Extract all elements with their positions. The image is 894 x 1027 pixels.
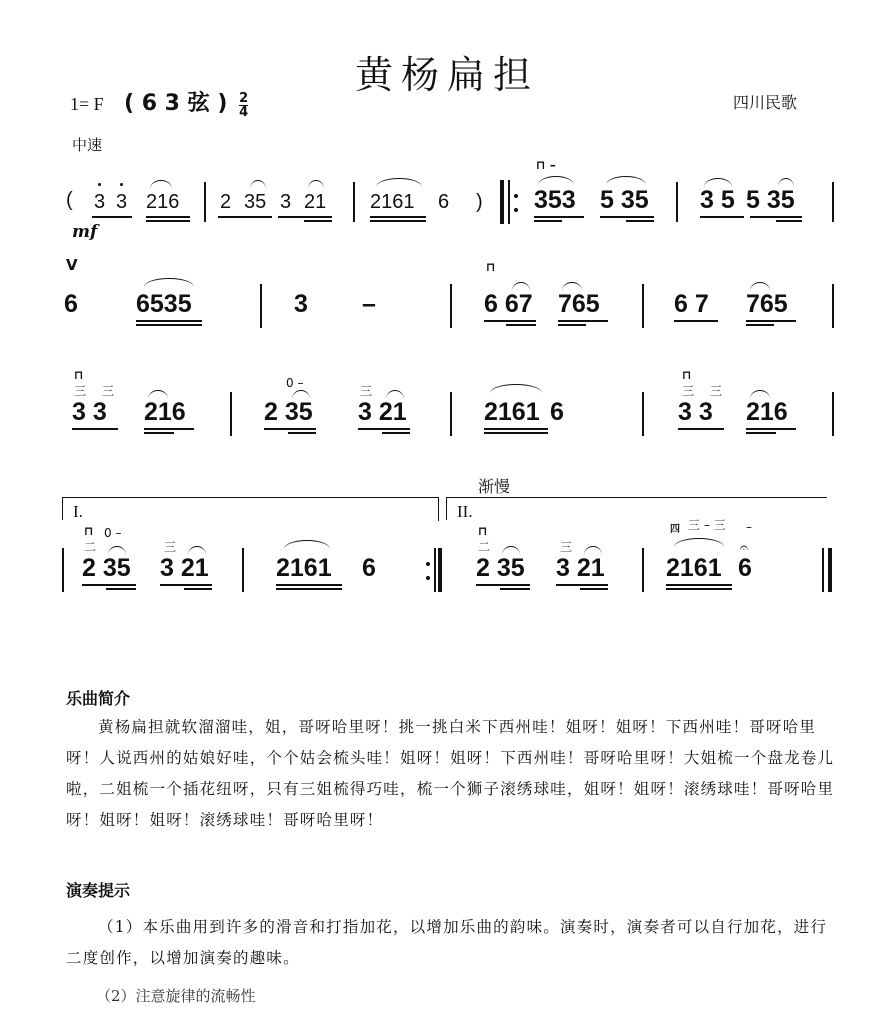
- note-group: 2161: [666, 554, 722, 582]
- underline: [580, 588, 608, 590]
- slur: [308, 180, 324, 189]
- repeat-dot: [514, 194, 518, 198]
- fingering-mark: 三: [164, 540, 177, 554]
- key-signature: [70, 86, 248, 119]
- slur: [502, 546, 520, 555]
- volta-2-bracket: [446, 497, 827, 520]
- note-group: 6535: [136, 290, 192, 318]
- note-group: 2161: [484, 398, 540, 426]
- underline: [746, 432, 776, 434]
- underline: [674, 320, 718, 322]
- slur: [150, 180, 172, 189]
- underline: [746, 320, 796, 322]
- underline: [136, 320, 202, 322]
- slur: [562, 282, 582, 291]
- underline: [600, 216, 654, 218]
- underline: [264, 428, 316, 430]
- dash: –: [362, 290, 376, 318]
- note: 3: [280, 191, 292, 213]
- underline: [304, 220, 332, 222]
- underline: [500, 588, 530, 590]
- note: 6: [64, 290, 78, 318]
- volta-1-bracket: [62, 497, 439, 520]
- repeat-end-barline: [438, 548, 442, 592]
- volta-2-label: II.: [457, 502, 473, 521]
- barline: [230, 392, 232, 436]
- barline: [260, 284, 262, 328]
- score-line-2: [60, 256, 840, 344]
- barline: [832, 392, 834, 436]
- fingering-mark: 四: [670, 524, 680, 535]
- barline: [676, 182, 678, 222]
- tuning-label: 弦: [187, 91, 210, 116]
- slur: [584, 546, 602, 555]
- song-title: 黄杨扁担: [354, 53, 539, 97]
- time-bottom: 4: [239, 104, 249, 120]
- fingering-mark: 三: [360, 384, 373, 398]
- tuning-notes: 6 3: [141, 91, 180, 116]
- note-group: 5 35: [600, 186, 649, 214]
- fermata-icon: 𝄐: [740, 540, 748, 556]
- barline: [822, 548, 824, 592]
- slur: [490, 384, 542, 393]
- tempo-mark: 中速: [72, 136, 103, 154]
- slur: [750, 282, 770, 291]
- note-group: 216: [144, 398, 186, 426]
- barline: [832, 182, 834, 222]
- note-group: 2161: [276, 554, 332, 582]
- slur: [284, 540, 330, 549]
- underline: [666, 588, 732, 590]
- barline: [832, 284, 834, 328]
- underline: [144, 432, 174, 434]
- barline: [642, 392, 644, 436]
- slur: [606, 176, 646, 185]
- underline: [184, 588, 212, 590]
- ritardando-mark: 渐慢: [478, 477, 511, 496]
- score-line-4: [60, 518, 840, 608]
- underline: [382, 432, 410, 434]
- underline: [146, 220, 190, 222]
- note: 6: [438, 191, 450, 213]
- note: 6: [738, 554, 752, 582]
- underline: [82, 584, 136, 586]
- note-group: 765: [558, 290, 600, 318]
- underline: [678, 428, 724, 430]
- barline: [642, 548, 644, 592]
- note-group: 2 35: [476, 554, 525, 582]
- note-group: 3 3: [72, 398, 107, 426]
- fingering-mark: 三: [560, 540, 573, 554]
- intro-heading: 乐曲简介: [66, 689, 131, 708]
- note: 3: [294, 290, 308, 318]
- underline: [146, 216, 190, 218]
- repeat-dot: [514, 208, 518, 212]
- underline: [276, 584, 342, 586]
- bowing-mark: ⊓: [74, 368, 84, 382]
- note: ): [476, 191, 483, 213]
- bowing-mark: ⊓: [682, 368, 692, 382]
- time-top: 2: [239, 90, 249, 106]
- underline: [136, 324, 202, 326]
- note-group: 2 35: [264, 398, 313, 426]
- fingering-mark: 0 –: [104, 526, 122, 540]
- slur: [386, 390, 404, 399]
- note-group: 2 35: [82, 554, 131, 582]
- barline: [242, 548, 244, 592]
- note: 6: [550, 398, 564, 426]
- tips-item-2-cutoff: （2）注意旋律的流畅性: [96, 987, 256, 1005]
- note-group: 5 35: [746, 186, 795, 214]
- up-bow-mark: V: [66, 256, 78, 274]
- note: 2: [220, 191, 232, 213]
- underline: [218, 216, 272, 218]
- underline: [558, 320, 608, 322]
- slur: [512, 282, 530, 291]
- note: 3: [94, 188, 105, 216]
- time-signature: [239, 92, 248, 119]
- repeat-dot: [426, 576, 430, 580]
- underline: [476, 584, 530, 586]
- slur: [778, 178, 794, 187]
- note-group: 216: [146, 191, 180, 213]
- barline: [353, 182, 355, 222]
- underline: [558, 324, 586, 326]
- slur: [108, 546, 126, 555]
- origin-label: 四川民歌: [733, 93, 798, 112]
- tips-heading: 演奏提示: [66, 881, 131, 900]
- underline: [750, 216, 802, 218]
- slur: [674, 538, 724, 547]
- note-group: 6 67: [484, 290, 533, 318]
- barline: [434, 548, 436, 592]
- note-group: 765: [746, 290, 788, 318]
- slur: [704, 178, 732, 187]
- fingering-mark: 0 –: [286, 376, 304, 390]
- slur: [250, 180, 266, 189]
- slur: [144, 278, 194, 287]
- underline: [556, 584, 608, 586]
- fingering-mark: 三 – 三: [688, 518, 726, 532]
- slur: [538, 176, 574, 185]
- note-group: 3 3: [678, 398, 713, 426]
- slur: [750, 390, 770, 399]
- note-group: 216: [746, 398, 788, 426]
- underline: [92, 216, 132, 218]
- fingering-mark: 三: [74, 384, 87, 398]
- score-line-3: [60, 368, 840, 452]
- underline: [358, 428, 410, 430]
- fingering-mark: 二: [84, 540, 97, 554]
- underline: [370, 220, 426, 222]
- slur: [376, 178, 422, 187]
- underline: [106, 588, 136, 590]
- paren-close: ): [217, 91, 228, 116]
- slur: [188, 546, 206, 555]
- fingering-mark: –: [746, 520, 752, 534]
- underline: [506, 324, 536, 326]
- repeat-dot: [426, 562, 430, 566]
- underline: [484, 432, 548, 434]
- underline: [276, 588, 342, 590]
- key: 1= F: [70, 94, 104, 114]
- underline: [484, 428, 548, 430]
- fingering-mark: 二: [478, 540, 491, 554]
- barline: [642, 284, 644, 328]
- note-group: 35: [244, 191, 267, 213]
- bowing-mark: ⊓: [84, 524, 94, 538]
- note-group: 2161: [370, 191, 415, 213]
- barline: [62, 548, 64, 592]
- barline: [450, 392, 452, 436]
- tuning: [124, 91, 235, 116]
- underline: [144, 428, 194, 430]
- note-group: 6 7: [674, 290, 709, 318]
- slur: [148, 390, 168, 399]
- underline: [534, 220, 562, 222]
- underline: [626, 220, 654, 222]
- tips-item-1: （1）本乐曲用到许多的滑音和打指加花，以增加乐曲的韵味。演奏时，演奏者可以自行加花，进行二度创作，以增加演奏的趣味。: [66, 918, 828, 967]
- underline: [72, 428, 118, 430]
- note: 6: [362, 554, 376, 582]
- note: (: [66, 189, 73, 211]
- underline: [746, 428, 796, 430]
- note-group: 353: [534, 186, 576, 214]
- fingering-mark: 三: [682, 384, 695, 398]
- bowing-mark: ⊓: [486, 260, 496, 274]
- underline: [666, 584, 732, 586]
- barline: [450, 284, 452, 328]
- final-barline: [828, 548, 832, 592]
- note: 3: [116, 188, 127, 216]
- bowing-mark: ⊓: [478, 524, 488, 538]
- fingering-mark: 三: [102, 384, 115, 398]
- underline: [160, 584, 212, 586]
- paren-open: (: [123, 91, 135, 116]
- bowing-mark: ⊓ –: [536, 158, 556, 172]
- underline: [746, 324, 774, 326]
- note-group: 3 21: [556, 554, 605, 582]
- underline: [776, 220, 802, 222]
- volta-1-end: [438, 497, 439, 521]
- dynamic-mark: mf: [72, 222, 98, 242]
- underline: [484, 320, 536, 322]
- underline: [370, 216, 426, 218]
- note-group: 3 21: [358, 398, 407, 426]
- barline: [508, 180, 510, 224]
- slur: [292, 390, 310, 399]
- intro-text: 黄杨扁担就软溜溜哇，姐，哥呀哈里呀！挑一挑白米下西州哇！姐呀！姐呀！下西州哇！哥呀哈里呀！人说西州的姑娘好哇，个个姑会梳头哇！姐呀！姐呀！下西州哇！哥呀哈里呀！大姐梳一个盘龙卷儿啦，二姐梳一个插花纽呀，只有三姐梳得巧哇，梳一个狮子滚绣球哇，姐呀！姐呀！滚绣球哇！哥呀哈里呀！姐呀！姐呀！滚绣球哇！哥呀哈里呀！: [66, 718, 835, 829]
- fingering-mark: 三: [710, 384, 723, 398]
- note-group: 3 5: [700, 186, 735, 214]
- underline: [288, 432, 316, 434]
- underline: [534, 216, 584, 218]
- underline: [700, 216, 744, 218]
- note-group: 21: [304, 191, 327, 213]
- barline: [204, 182, 206, 222]
- volta-1-label: I.: [73, 502, 83, 521]
- underline: [278, 216, 332, 218]
- repeat-start-barline: [500, 180, 504, 224]
- note-group: 3 21: [160, 554, 209, 582]
- score-line-1: [60, 158, 840, 240]
